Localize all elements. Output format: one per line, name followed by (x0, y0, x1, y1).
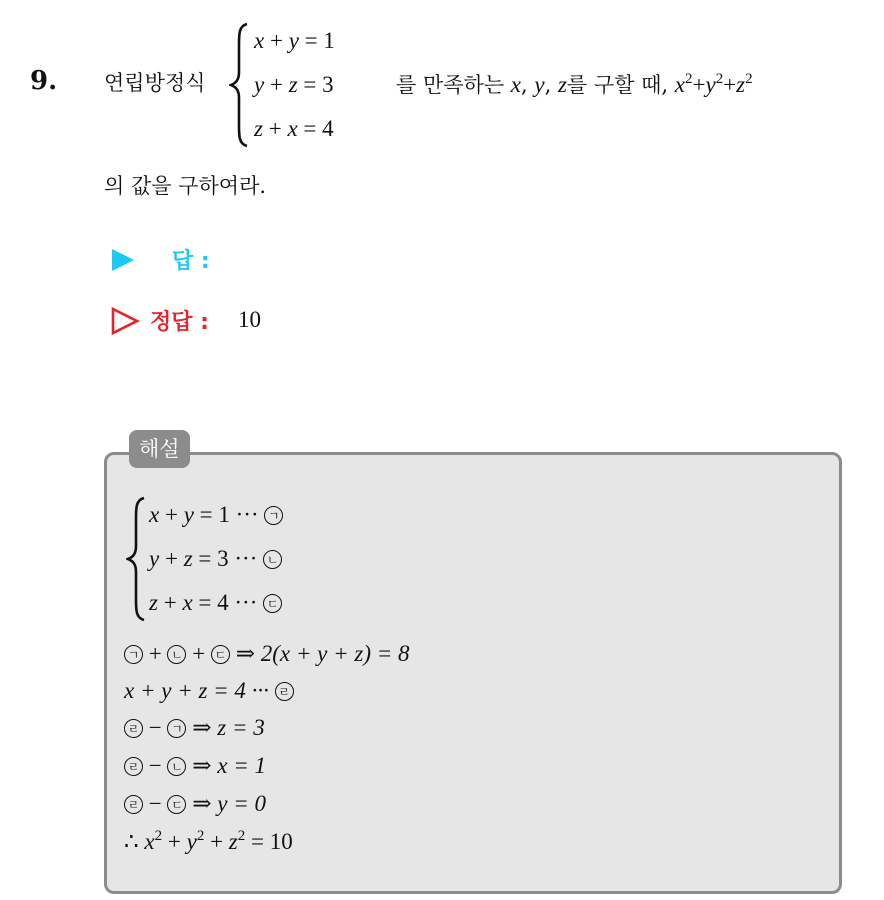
question-line-2: 의 값을 구하여라. (104, 174, 267, 198)
question-prefix: 연립방정식 (104, 71, 206, 95)
solution-final: ∴ $x^2 + y^2 + z^2 = 10$ (124, 828, 293, 854)
solution-step-xyz: x + y + z = 4 ··· ㄹ (124, 678, 294, 704)
solution-step-z: ㄹ − ㄱ ⇒ z = 3 (124, 715, 265, 741)
answer-play-icon (110, 247, 136, 273)
solution-system-2: y + z = 3 ··· ㄴ (149, 546, 282, 572)
solution-system-3: z + x = 4 ··· ㄷ (149, 590, 282, 616)
solution-system-1: x + y = 1 ··· ㄱ (149, 502, 283, 528)
mark-nieun-icon: ㄴ (263, 550, 282, 569)
solution-left-brace-icon (126, 496, 148, 622)
solution-step-y: ㄹ − ㄷ ⇒ y = 0 (124, 791, 266, 817)
correct-answer-value: 10 (238, 307, 261, 332)
mark-giyeok-icon: ㄱ (264, 506, 283, 525)
system-equation-3: z + x = 4 (254, 116, 334, 141)
mark-digeut-icon: ㄷ (263, 594, 282, 613)
question-number: 9. (30, 66, 58, 96)
system-equation-2: y + z = 3 (254, 72, 334, 97)
correct-answer-play-icon (110, 306, 140, 336)
system-equation-1: x + y = 1 (254, 28, 335, 53)
solution-tag: 해설 (129, 430, 190, 468)
left-brace-icon (229, 22, 251, 148)
answer-label: 답 : (172, 249, 210, 274)
correct-answer-label: 정답 : (150, 310, 209, 335)
question-suffix: 를 만족하는 x, y, z를 구할 때, $x^2+y^2+z^2$ (396, 71, 753, 97)
solution-step-sum: ㄱ + ㄴ + ㄷ ⇒ 2(x + y + z) = 8 (124, 641, 410, 667)
solution-step-x: ㄹ − ㄴ ⇒ x = 1 (124, 753, 266, 779)
